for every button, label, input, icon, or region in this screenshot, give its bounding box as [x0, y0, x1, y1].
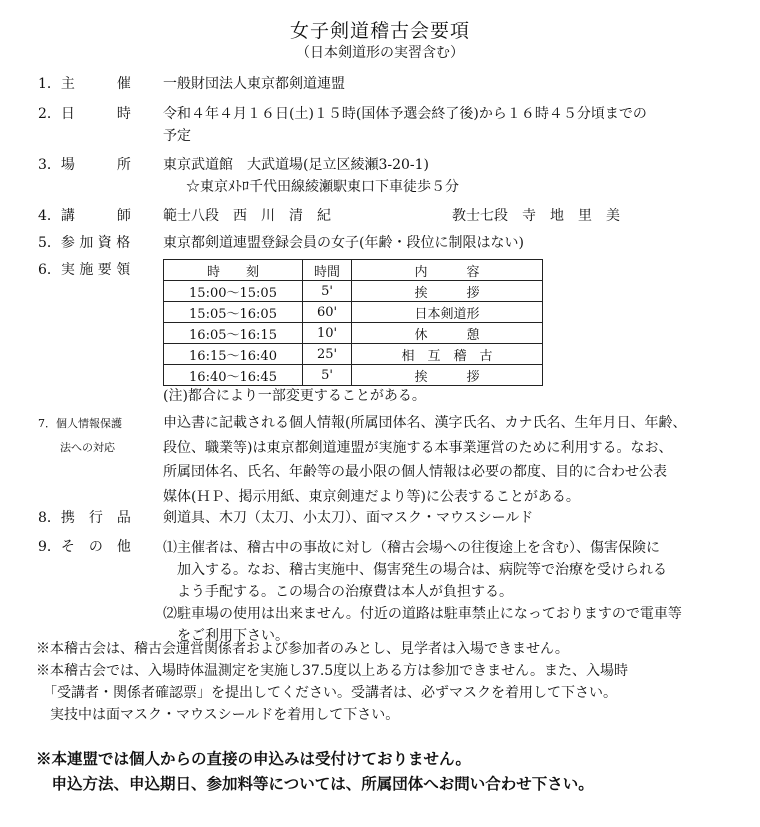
schedule-time: 16:40～16:45 — [164, 365, 303, 386]
item-label-privacy-2: 法への対応 — [60, 441, 115, 454]
page-title: 女子剣道稽古会要項 — [289, 20, 470, 42]
schedule-header-content: 内 容 — [352, 260, 543, 281]
schedule-time: 16:15～16:40 — [164, 344, 303, 365]
footer-line: 申込方法、申込期日、参加料等については、所属団体へお問い合わせ下さい。 — [36, 774, 594, 793]
schedule-header-row — [164, 260, 543, 281]
privacy-line: 所属団体名、氏名、年齢等の最小限の個人情報は必要の都度、目的に合わせ公表 — [163, 464, 667, 480]
schedule-time: 15:05～16:05 — [164, 302, 303, 323]
schedule-row — [164, 344, 543, 365]
schedule-duration: 5' — [303, 365, 352, 386]
other-line: 加入する。なお、稽古実施中、傷害発生の場合は、病院等で治療を受けられる — [163, 562, 667, 578]
schedule-table — [163, 259, 543, 386]
schedule-duration: 5' — [303, 281, 352, 302]
instructor-1: 範士八段 西 川 清 紀 — [163, 208, 331, 224]
schedule-content: 日本剣道形 — [352, 302, 543, 323]
item-value-venue-line1: 東京武道館 大武道場(足立区綾瀬3-20-1) — [163, 157, 430, 173]
notice-line: 「受講者・関係者確認票」を提出してください。受講者は、必ずマスクを着用して下さい。 — [36, 685, 617, 701]
item-value-datetime-line2: 予定 — [163, 128, 191, 144]
item-value-sponsor: 一般財団法人東京都剣道連盟 — [163, 76, 345, 92]
schedule-header-time: 時 刻 — [164, 260, 303, 281]
item-label-datetime: 2．日 時 — [38, 106, 131, 122]
item-label-program: 6．実 施 要 領 — [38, 262, 131, 278]
schedule-content: 相 互 稽 古 — [352, 344, 543, 365]
item-value-datetime-line1: 令和４年４月１６日(土)１５時(国体予選会終了後)から１６時４５分頃までの — [163, 106, 647, 122]
schedule-time: 16:05～16:15 — [164, 323, 303, 344]
schedule-row — [164, 365, 543, 386]
notice-line: ※本稽古会は、稽古会運営関係者および参加者のみとし、見学者は入場できません。 — [36, 641, 569, 657]
other-line: ⑴主催者は、稽古中の事故に対し（稽古会場への往復途上を含む）、傷害保険に — [163, 540, 660, 556]
schedule-content: 挨 拶 — [352, 281, 543, 302]
footer-line: ※本連盟では個人からの直接の申込みは受付けておりません。 — [36, 749, 471, 768]
item-label-privacy-1: 7．個人情報保護 — [38, 417, 122, 430]
notice-line: ※本稽古会では、入場時体温測定を実施し37.5度以上ある方は参加できません。また、入場時 — [36, 663, 629, 679]
schedule-content: 挨 拶 — [352, 365, 543, 386]
schedule-row — [164, 281, 543, 302]
item-label-eligibility: 5．参 加 資 格 — [38, 235, 131, 251]
item-label-other: 9．そ の 他 — [38, 539, 131, 555]
item-value-eligibility: 東京都剣道連盟登録会員の女子(年齢・段位に制限はない) — [163, 235, 524, 251]
item-value-venue-line2: ☆東京ﾒﾄﾛ千代田線綾瀬駅東口下車徒歩５分 — [186, 179, 459, 195]
item-value-belongings: 剣道具、木刀（太刀、小太刀）、面マスク・マウスシールド — [163, 510, 534, 526]
item-label-belongings: 8．携 行 品 — [38, 510, 131, 526]
other-line: をご利用下さい。 — [163, 628, 289, 644]
other-line: ⑵駐車場の使用は出来ません。付近の道路は駐車禁止になっておりますので電車等 — [163, 606, 682, 622]
page-subtitle: （日本剣道形の実習含む） — [296, 45, 464, 61]
privacy-line: 段位、職業等)は東京都剣道連盟が実施する本事業運営のために利用する。なお、 — [163, 439, 673, 456]
other-line: よう手配する。この場合の治療費は本人が負担する。 — [163, 584, 513, 600]
schedule-row — [164, 302, 543, 323]
schedule-content: 休 憩 — [352, 323, 543, 344]
schedule-header-duration: 時間 — [303, 260, 352, 281]
item-label-venue: 3．場 所 — [38, 157, 131, 173]
schedule-duration: 60' — [303, 302, 352, 323]
schedule-time: 15:00～15:05 — [164, 281, 303, 302]
privacy-line: 申込書に記載される個人情報(所属団体名、漢字氏名、カナ氏名、生年月日、年齢、 — [163, 415, 687, 431]
item-label-instructor: 4．講 師 — [38, 208, 131, 224]
schedule-duration: 25' — [303, 344, 352, 365]
item-label-sponsor: 1．主 催 — [38, 76, 131, 92]
privacy-line: 媒体(ＨＰ、掲示用紙、東京剣連だより等)に公表することがある。 — [163, 488, 580, 505]
schedule-row — [164, 323, 543, 344]
instructor-2: 教士七段 寺 地 里 美 — [452, 208, 620, 224]
notice-line: 実技中は面マスク・マウスシールドを着用して下さい。 — [36, 707, 400, 723]
schedule-note: (注)都合により一部変更することがある。 — [163, 388, 426, 404]
schedule-duration: 10' — [303, 323, 352, 344]
